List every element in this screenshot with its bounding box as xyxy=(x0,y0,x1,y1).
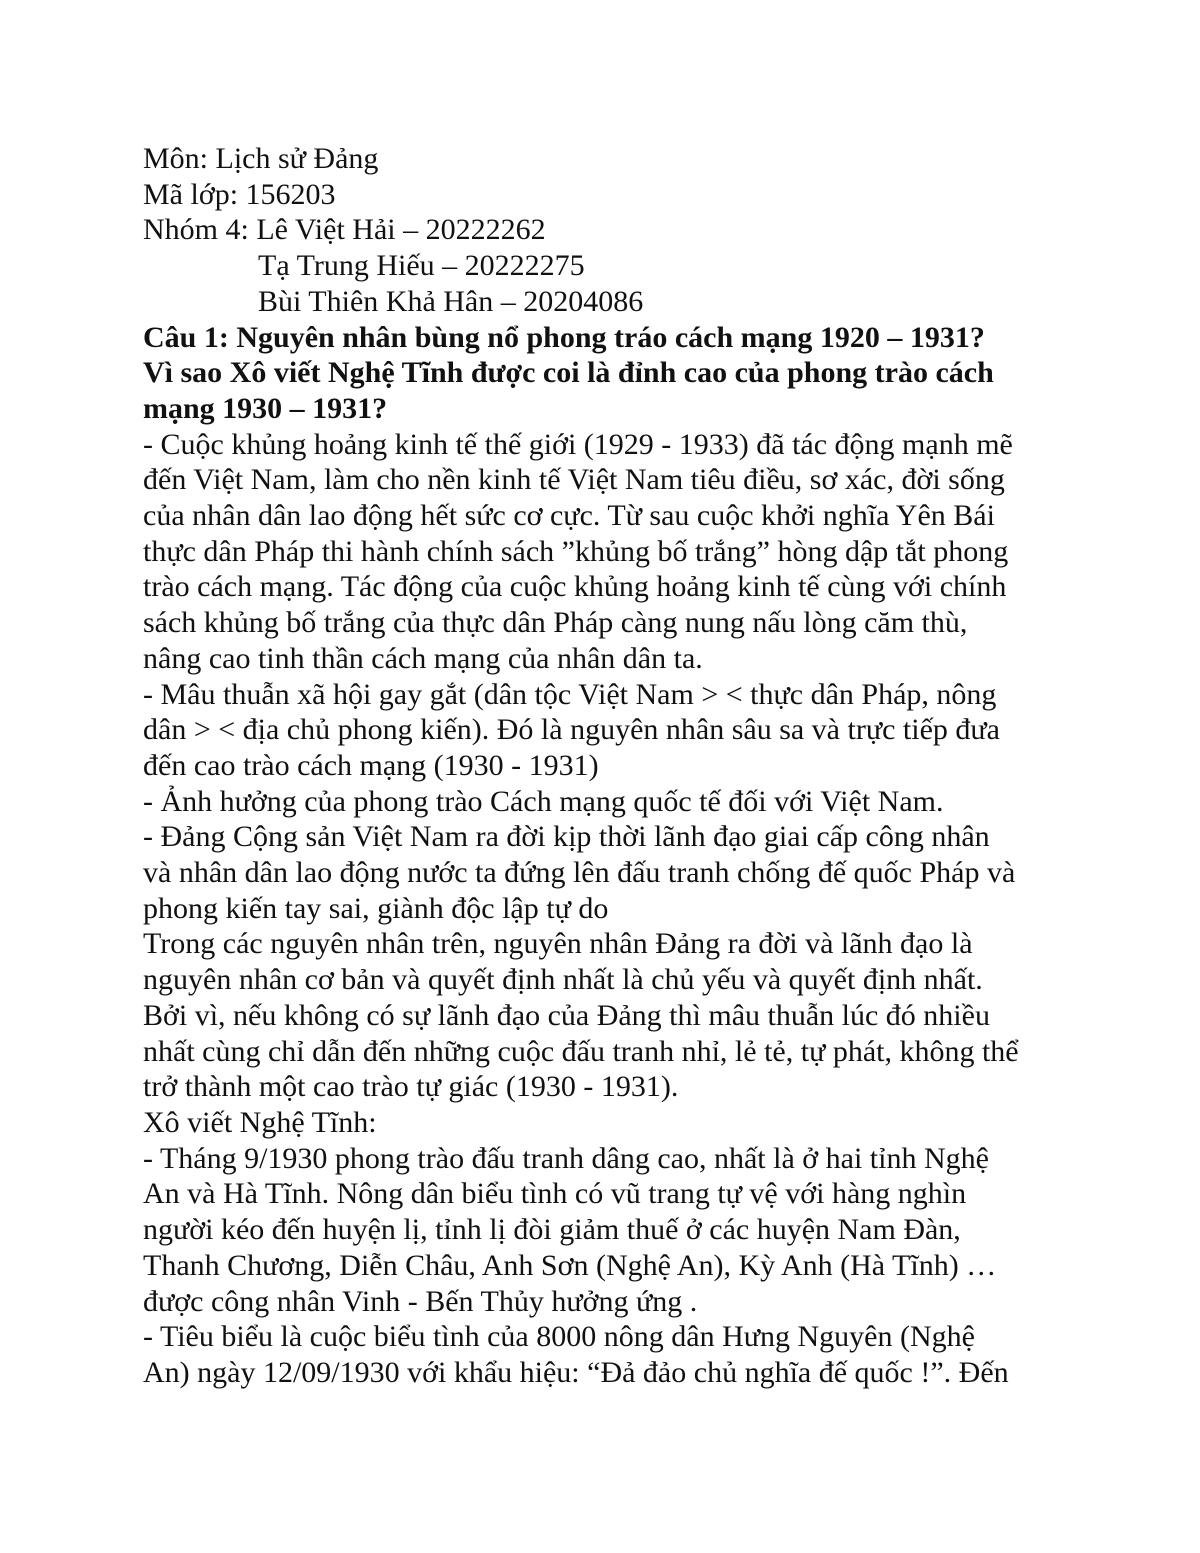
body-line: của nhân dân lao động hết sức cơ cực. Từ sau cuộc khởi nghĩa Yên Bái xyxy=(143,499,995,533)
body-line: nâng cao tinh thần cách mạng của nhân dân ta. xyxy=(143,641,703,675)
question-line: Câu 1: Nguyên nhân bùng nổ phong tráo cách mạng 1920 – 1931? xyxy=(143,320,985,354)
member-line: Bùi Thiên Khả Hân – 20204086 xyxy=(258,284,644,318)
body-line: - Mâu thuẫn xã hội gay gắt (dân tộc Việt Nam > < thực dân Pháp, nông xyxy=(143,677,997,711)
body-line: và nhân dân lao động nước ta đứng lên đấu tranh chống đế quốc Pháp và xyxy=(143,856,1016,890)
class-code-line: Mã lớp: 156203 xyxy=(143,177,336,211)
document-content xyxy=(143,141,1073,1391)
body-line: An) ngày 12/09/1930 với khẩu hiệu: “Đả đảo chủ nghĩa đế quốc !”. Đến xyxy=(143,1355,1009,1389)
question-line: mạng 1930 – 1931? xyxy=(143,391,388,425)
body-line: nhất cùng chỉ dẫn đến những cuộc đấu tranh nhỉ, lẻ tẻ, tự phát, không thể xyxy=(143,1034,1019,1068)
body-line: sách khủng bố trắng của thực dân Pháp càng nung nấu lòng căm thù, xyxy=(143,606,968,640)
body-line: - Đảng Cộng sản Việt Nam ra đời kịp thời lãnh đạo giai cấp công nhân xyxy=(143,820,990,854)
subject-line: Môn: Lịch sử Đảng xyxy=(143,142,379,175)
body-line: Thanh Chương, Diễn Châu, Anh Sơn (Nghệ An), Kỳ Anh (Hà Tĩnh) … xyxy=(143,1248,997,1282)
body-line: - Ảnh hưởng của phong trào Cách mạng quốc tế đối với Việt Nam. xyxy=(143,784,944,818)
body-line: được công nhân Vinh - Bến Thủy hưởng ứng . xyxy=(143,1284,698,1318)
question-line: Vì sao Xô viết Nghệ Tĩnh được coi là đỉnh cao của phong trào cách xyxy=(143,356,994,390)
body-line: dân > < địa chủ phong kiến). Đó là nguyên nhân sâu sa và trực tiếp đưa xyxy=(143,713,1000,747)
body-line: người kéo đến huyện lị, tỉnh lị đòi giảm thuế ở các huyện Nam Đàn, xyxy=(143,1213,961,1247)
member-line: Tạ Trung Hiếu – 20222275 xyxy=(258,249,585,283)
body-line: - Tháng 9/1930 phong trào đấu tranh dâng cao, nhất là ở hai tỉnh Nghệ xyxy=(143,1141,989,1175)
body-line: - Cuộc khủng hoảng kinh tế thế giới (1929 - 1933) đã tác động mạnh mẽ xyxy=(143,427,1013,461)
body-line: thực dân Pháp thi hành chính sách ”khủng bố trắng” hòng dập tắt phong xyxy=(143,534,1009,568)
body-line: đến cao trào cách mạng (1930 - 1931) xyxy=(143,748,599,782)
body-line: Bởi vì, nếu không có sự lãnh đạo của Đảng thì mâu thuẫn lúc đó nhiều xyxy=(143,998,990,1032)
body-line: phong kiến tay sai, giành độc lập tự do xyxy=(143,891,609,925)
body-line: nguyên nhân cơ bản và quyết định nhất là chủ yếu và quyết định nhất. xyxy=(143,963,983,997)
body-line: An và Hà Tĩnh. Nông dân biểu tình có vũ trang tự vệ với hàng nghìn xyxy=(143,1177,967,1211)
body-line: trào cách mạng. Tác động của cuộc khủng hoảng kinh tế cùng với chính xyxy=(143,570,1007,604)
body-line: - Tiêu biểu là cuộc biểu tình của 8000 nông dân Hưng Nguyên (Nghệ xyxy=(143,1320,975,1354)
body-line: Xô viết Nghệ Tĩnh: xyxy=(143,1105,377,1139)
body-line: trở thành một cao trào tự giác (1930 - 1931). xyxy=(143,1070,679,1104)
body-line: Trong các nguyên nhân trên, nguyên nhân Đảng ra đời và lãnh đạo là xyxy=(143,927,973,961)
body-line: đến Việt Nam, làm cho nền kinh tế Việt Nam tiêu điều, sơ xác, đời sống xyxy=(143,463,1005,497)
group-line: Nhóm 4: Lê Việt Hải – 20222262 xyxy=(143,213,546,247)
